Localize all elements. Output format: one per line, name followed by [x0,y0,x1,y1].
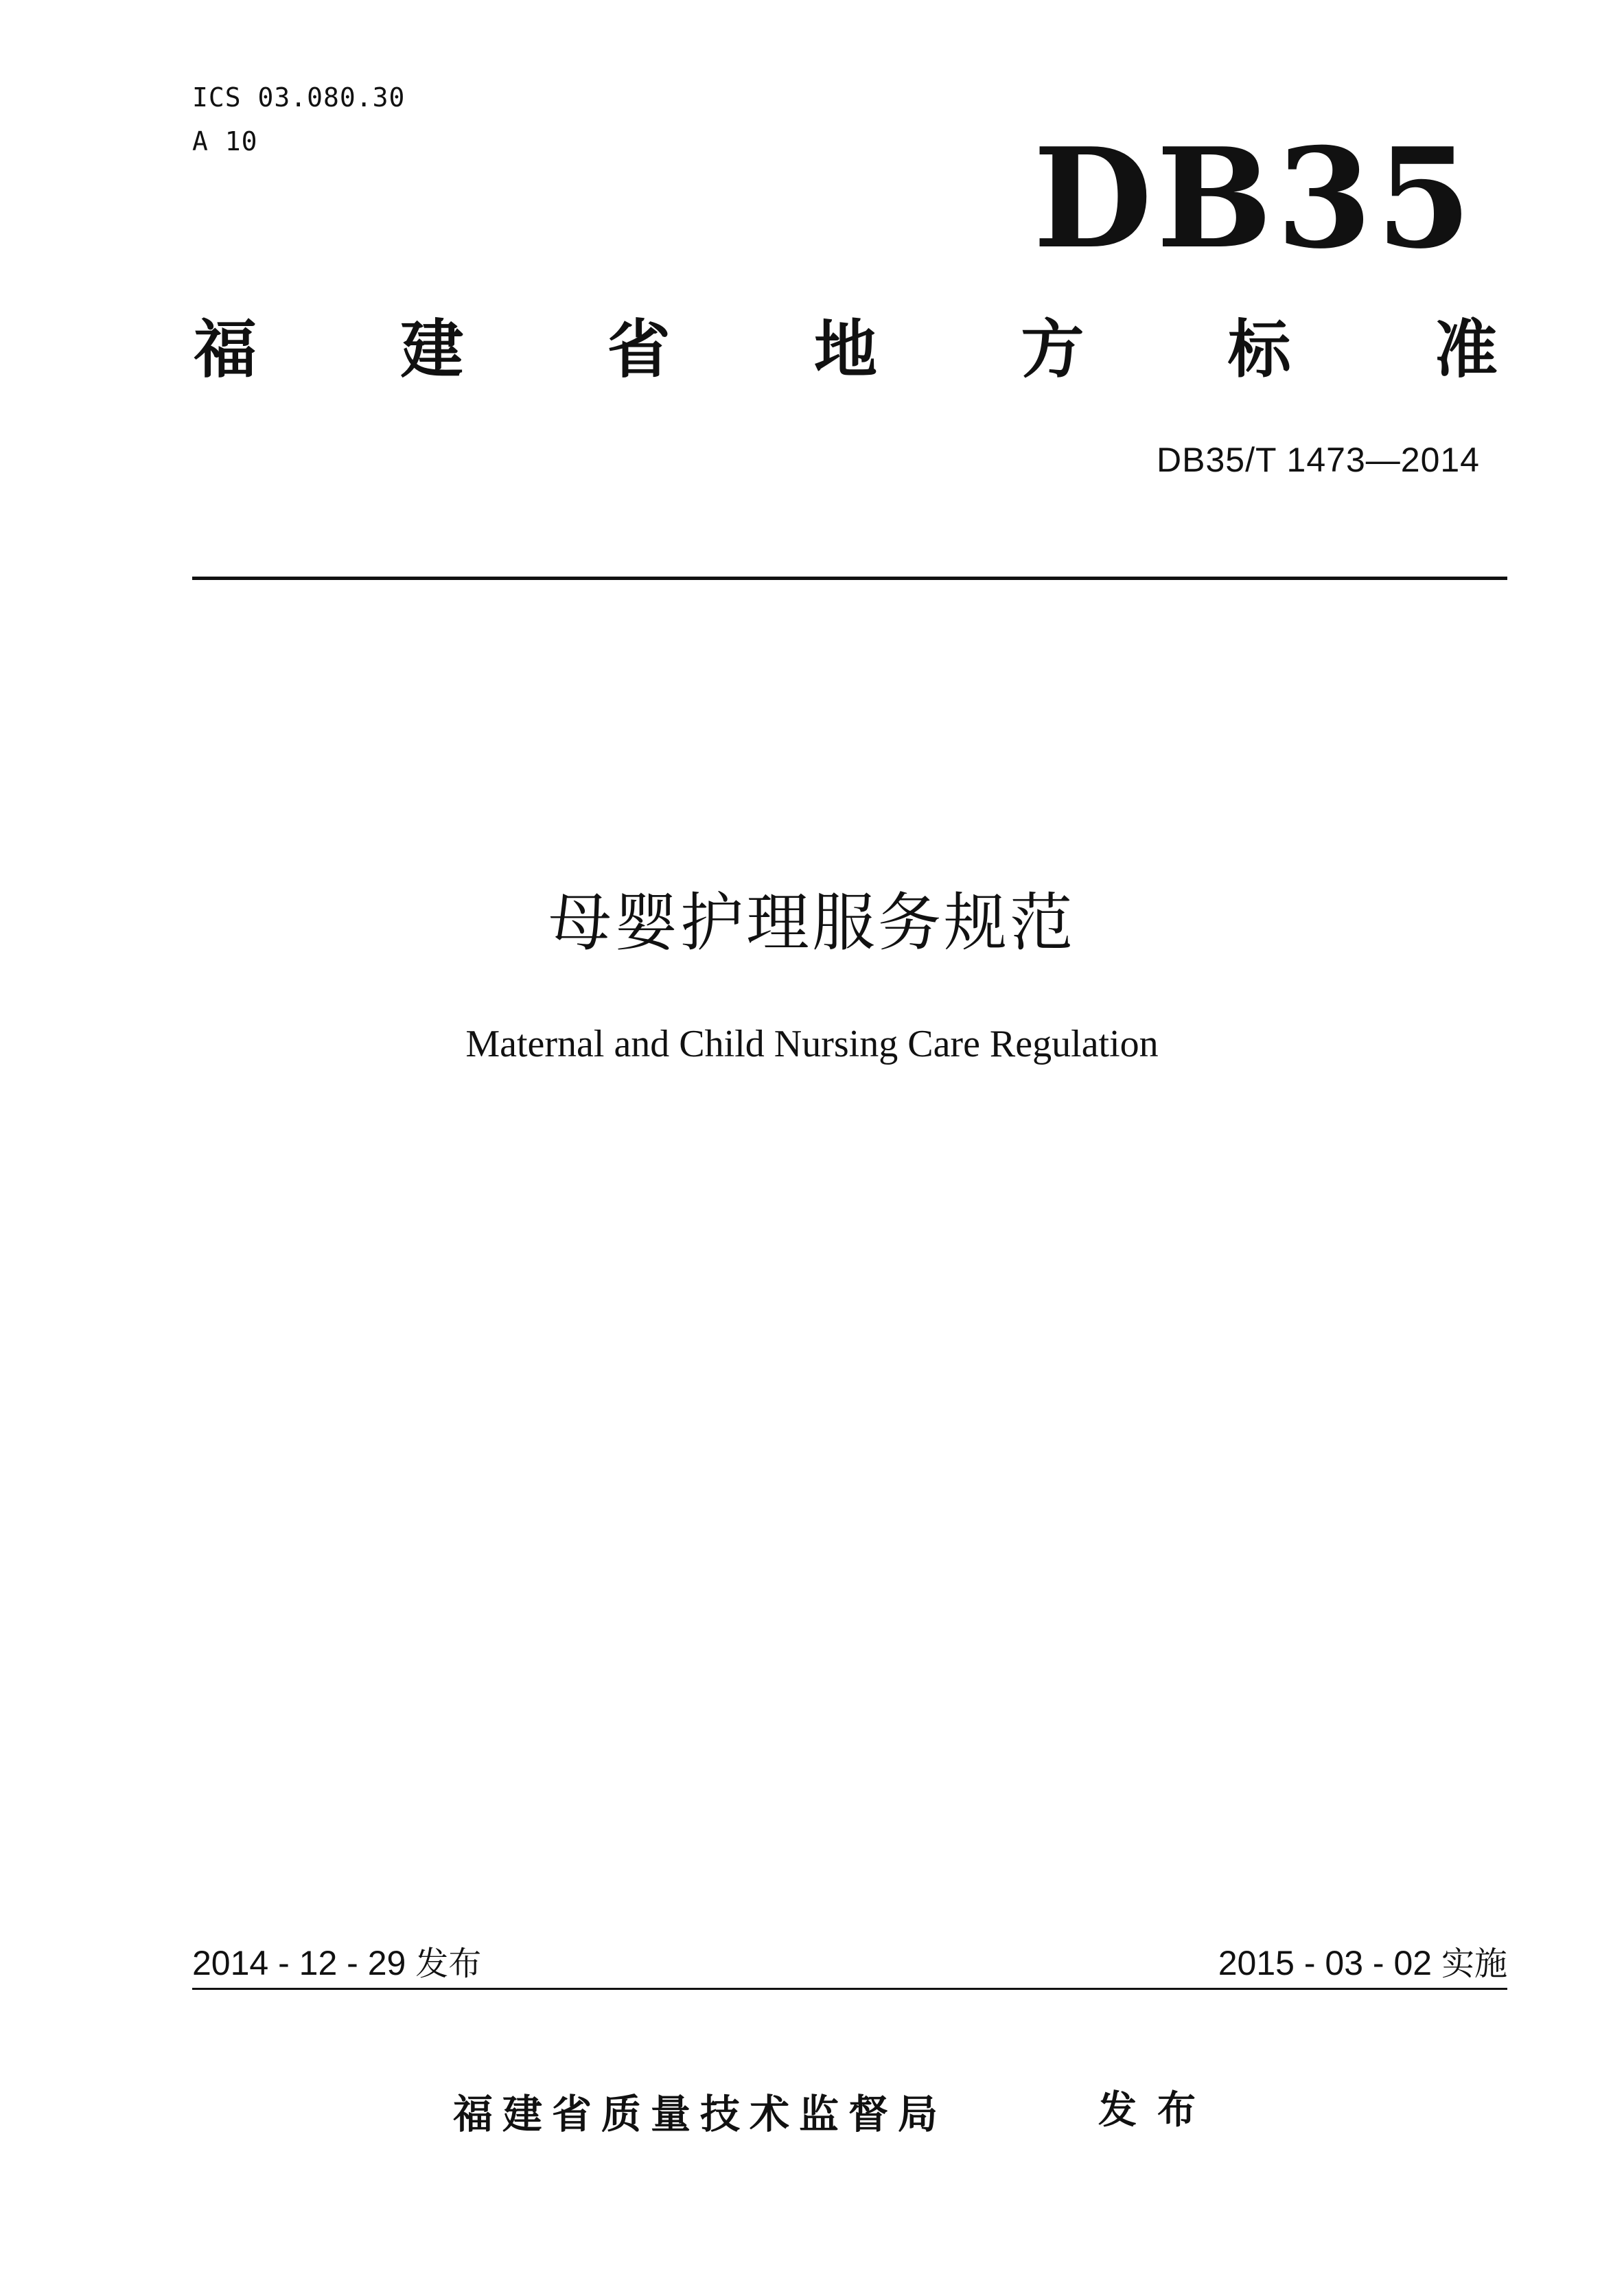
standard-type-char: 方 [1021,313,1084,386]
standard-type-char: 准 [1434,313,1498,386]
implement-date-line [1218,1943,1507,1984]
issue-label: 发布 [415,1945,482,1983]
standard-number: DB35/T 1473—2014 [1157,441,1480,479]
implement-label: 实施 [1441,1945,1507,1983]
issue-date-line [192,1943,481,1984]
classification-code: A 10 [192,126,258,156]
standard-type-char: 省 [607,313,671,386]
top-divider [192,577,1507,580]
standard-type-char: 建 [400,313,464,386]
publish-word: 发布 [1098,2088,1216,2133]
db-mark: DB35 [1033,118,1476,279]
standard-type-char: 标 [1227,313,1291,386]
ics-code: ICS 03.080.30 [192,82,406,113]
issue-date: 2014 - 12 - 29 [192,1944,406,1982]
standard-type-char: 福 [194,313,257,386]
standard-type-char: 地 [813,313,877,386]
standard-type-heading [194,313,1498,386]
publisher-name: 福建省质量技术监督局 [453,2091,948,2137]
title-chinese: 母婴护理服务规范 [548,886,1076,960]
implement-date: 2015 - 03 - 02 [1218,1944,1432,1982]
bottom-divider [192,1988,1507,1990]
title-english: Maternal and Child Nursing Care Regulation [465,1023,1159,1065]
